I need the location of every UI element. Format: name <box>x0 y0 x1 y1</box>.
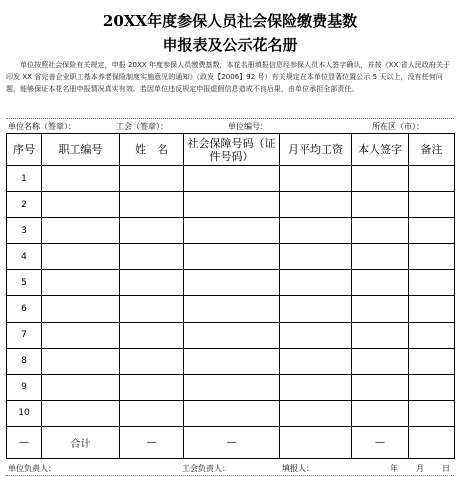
total-name-dash: — <box>120 426 184 458</box>
header-remark: 备注 <box>409 134 455 166</box>
total-label: 合计 <box>42 426 120 458</box>
district-label: 所在区（市）： <box>372 122 424 131</box>
salary-cell[interactable] <box>280 244 352 270</box>
employee-id-cell[interactable] <box>42 244 120 270</box>
form-title-line1: 20XX年度参保人员社会保险缴费基数 <box>102 12 358 30</box>
table-row <box>7 218 455 244</box>
salary-cell[interactable] <box>280 374 352 400</box>
form-title-line2: 申报表及公示花名册 <box>162 36 298 54</box>
signature-footer <box>6 461 454 475</box>
employee-id-cell[interactable] <box>42 192 120 218</box>
remark-cell[interactable] <box>409 244 455 270</box>
header-name: 姓 名 <box>120 134 184 166</box>
ssn-cell[interactable] <box>184 296 280 322</box>
ssn-cell[interactable] <box>184 244 280 270</box>
row-number: 2 <box>7 192 42 218</box>
table-row <box>7 374 455 400</box>
remark-cell[interactable] <box>409 192 455 218</box>
signature-cell[interactable] <box>352 322 409 348</box>
roster-table <box>6 133 455 459</box>
salary-cell[interactable] <box>280 400 352 426</box>
row-number: 3 <box>7 218 42 244</box>
signature-cell[interactable] <box>352 192 409 218</box>
employee-id-cell[interactable] <box>42 270 120 296</box>
header-employee-id: 职工编号 <box>42 134 120 166</box>
name-cell[interactable] <box>120 166 184 192</box>
date-month-label: 月 <box>416 464 424 473</box>
unit-info-row <box>6 119 454 133</box>
header-ssn: 社会保障号码（证件号码） <box>184 134 280 166</box>
row-number: 1 <box>7 166 42 192</box>
header-signature: 本人签字 <box>352 134 409 166</box>
employee-id-cell[interactable] <box>42 296 120 322</box>
row-number: 8 <box>7 348 42 374</box>
employee-id-cell[interactable] <box>42 322 120 348</box>
remark-cell[interactable] <box>409 322 455 348</box>
name-cell[interactable] <box>120 348 184 374</box>
ssn-cell[interactable] <box>184 218 280 244</box>
row-number: 4 <box>7 244 42 270</box>
remark-cell[interactable] <box>409 348 455 374</box>
salary-cell[interactable] <box>280 296 352 322</box>
table-row <box>7 348 455 374</box>
salary-cell[interactable] <box>280 192 352 218</box>
name-cell[interactable] <box>120 218 184 244</box>
table-row <box>7 400 455 426</box>
signature-cell[interactable] <box>352 244 409 270</box>
signature-cell[interactable] <box>352 270 409 296</box>
remark-cell[interactable] <box>409 400 455 426</box>
remark-cell[interactable] <box>409 374 455 400</box>
remark-cell[interactable] <box>409 218 455 244</box>
name-cell[interactable] <box>120 322 184 348</box>
union-seal-label: 工会（签章）： <box>116 122 168 131</box>
salary-cell[interactable] <box>280 270 352 296</box>
employee-id-cell[interactable] <box>42 218 120 244</box>
table-row <box>7 244 455 270</box>
row-number: 6 <box>7 296 42 322</box>
row-number: 9 <box>7 374 42 400</box>
signature-cell[interactable] <box>352 400 409 426</box>
table-row <box>7 270 455 296</box>
signature-cell[interactable] <box>352 218 409 244</box>
salary-cell[interactable] <box>280 218 352 244</box>
signature-cell[interactable] <box>352 374 409 400</box>
name-cell[interactable] <box>120 244 184 270</box>
filler-label: 填报人： <box>282 464 314 473</box>
ssn-cell[interactable] <box>184 192 280 218</box>
unit-name-label: 单位名称（签章）： <box>8 122 76 131</box>
table-row <box>7 166 455 192</box>
footer-bottom-rule <box>6 475 454 476</box>
salary-cell[interactable] <box>280 348 352 374</box>
ssn-cell[interactable] <box>184 348 280 374</box>
date-day-label: 日 <box>442 464 450 473</box>
row-number: 10 <box>7 400 42 426</box>
header-monthly-salary: 月平均工资 <box>280 134 352 166</box>
header-seq: 序号 <box>7 134 42 166</box>
date-year-label: 年 <box>390 464 398 473</box>
table-header-row <box>7 134 455 166</box>
employee-id-cell[interactable] <box>42 374 120 400</box>
total-ssn-dash: — <box>184 426 280 458</box>
union-head-label: 工会负责人： <box>182 464 230 473</box>
salary-cell[interactable] <box>280 166 352 192</box>
signature-cell[interactable] <box>352 166 409 192</box>
ssn-cell[interactable] <box>184 400 280 426</box>
employee-id-cell[interactable] <box>42 166 120 192</box>
row-number: 7 <box>7 322 42 348</box>
remark-cell[interactable] <box>409 270 455 296</box>
ssn-cell[interactable] <box>184 322 280 348</box>
total-seq-dash: — <box>7 426 42 458</box>
ssn-cell[interactable] <box>184 166 280 192</box>
table-row <box>7 296 455 322</box>
remark-cell[interactable] <box>409 296 455 322</box>
name-cell[interactable] <box>120 400 184 426</box>
salary-cell[interactable] <box>280 322 352 348</box>
signature-cell[interactable] <box>352 348 409 374</box>
total-row <box>7 426 455 458</box>
unit-head-label: 单位负责人： <box>8 464 56 473</box>
total-signature-dash: — <box>352 426 409 458</box>
row-number: 5 <box>7 270 42 296</box>
remark-cell[interactable] <box>409 166 455 192</box>
total-salary-cell[interactable] <box>280 426 352 458</box>
name-cell[interactable] <box>120 374 184 400</box>
name-cell[interactable] <box>120 296 184 322</box>
employee-id-cell[interactable] <box>42 348 120 374</box>
ssn-cell[interactable] <box>184 374 280 400</box>
ssn-cell[interactable] <box>184 270 280 296</box>
total-remark-cell[interactable] <box>409 426 455 458</box>
declaration-notice: 单位按照社会保险有关规定，申报 20XX 年度参保人员缴费基数，本花名册填报信息经参保人员本人签字确认，并按《XX 省人民政府关于印发 XX 省完善企业职工基本养老保险制度实施意见的通知》（政发【2006】92 号）有关规定在本单位显著位置公示 5 天以上，没有任何问题，能够保证本花名册申报情况真实有效。若因单位违反规定申报虚假信息造成不良后果，由单位承担全部责任。 <box>6 61 451 93</box>
signature-cell[interactable] <box>352 296 409 322</box>
name-cell[interactable] <box>120 270 184 296</box>
name-cell[interactable] <box>120 192 184 218</box>
table-row <box>7 192 455 218</box>
employee-id-cell[interactable] <box>42 400 120 426</box>
unit-code-label: 单位编号： <box>228 122 268 131</box>
table-row <box>7 322 455 348</box>
